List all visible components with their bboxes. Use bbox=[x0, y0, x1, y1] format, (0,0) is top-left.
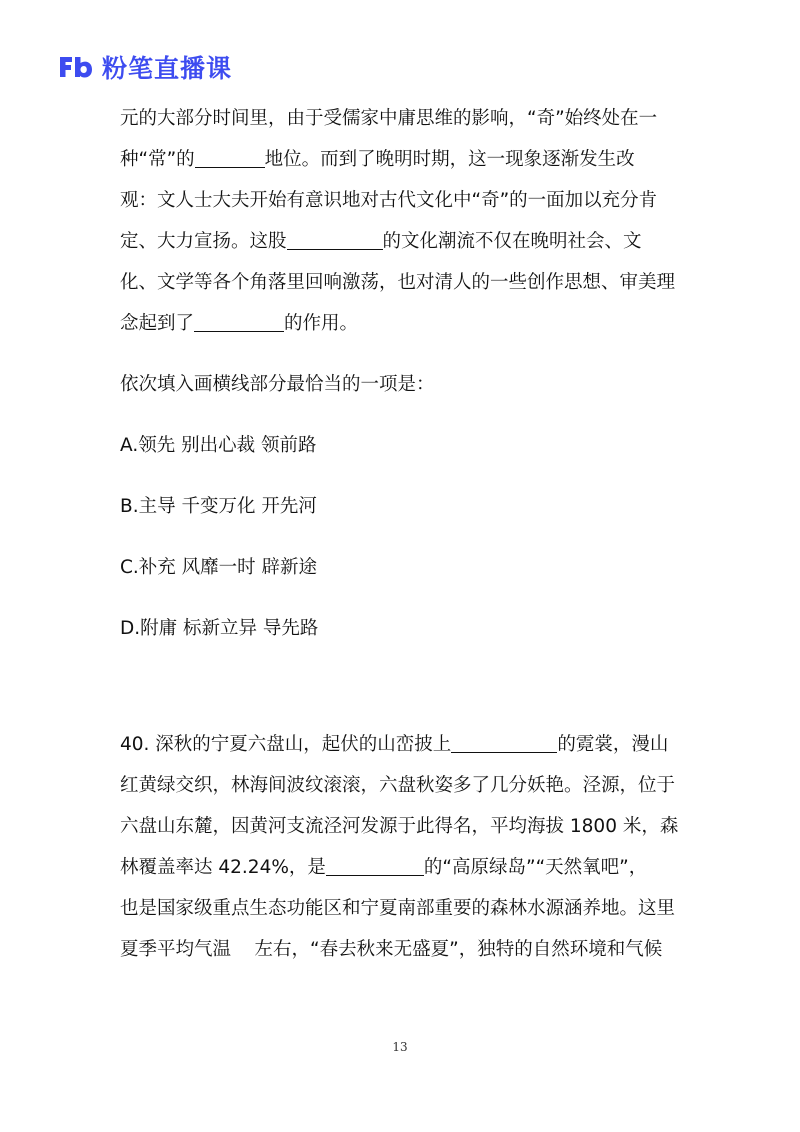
option-d: D.附庸 标新立异 导先路 bbox=[120, 618, 319, 639]
question-40-line: 林覆盖率达 42.24%，是 的“高原绿岛”“天然氧吧”， bbox=[120, 857, 648, 878]
passage-line: 种“常”的 地位。而到了晚明时期，这一现象逐渐发生改 bbox=[120, 149, 635, 170]
answer-blank bbox=[195, 147, 265, 168]
fb-logo-icon bbox=[58, 55, 94, 79]
passage-line: 定、大力宣扬。这股 的文化潮流不仅在晚明社会、文 bbox=[120, 231, 642, 252]
question-prompt: 依次填入画横线部分最恰当的一项是： bbox=[120, 374, 435, 395]
brand-title: 粉笔直播课 bbox=[102, 54, 233, 83]
option-b: B.主导 千变万化 开先河 bbox=[120, 496, 317, 517]
page-number: 13 bbox=[392, 1040, 408, 1054]
question-40-line: 也是国家级重点生态功能区和宁夏南部重要的森林水源涵养地。这里 bbox=[120, 898, 676, 919]
header bbox=[58, 50, 232, 84]
answer-blank bbox=[287, 229, 383, 250]
question-40-line: 红黄绿交织，林海间波纹滚滚，六盘秋姿多了几分妖艳。泾源，位于 bbox=[120, 775, 676, 796]
passage-line: 化、文学等各个角落里回响激荡，也对清人的一些创作思想、审美理 bbox=[120, 272, 676, 293]
answer-blank bbox=[451, 732, 557, 753]
question-40-line: 40. 深秋的宁夏六盘山，起伏的山峦披上 的霓裳，漫山 bbox=[120, 734, 669, 755]
passage-line: 念起到了 的作用。 bbox=[120, 313, 359, 334]
question-40-line: 夏季平均气温 左右，“春去秋来无盛夏”，独特的自然环境和气候 bbox=[120, 939, 663, 960]
answer-blank bbox=[194, 311, 284, 332]
option-a: A.领先 别出心裁 领前路 bbox=[120, 435, 317, 456]
passage-line: 观：文人士大夫开始有意识地对古代文化中“奇”的一面加以充分肯 bbox=[120, 190, 658, 211]
document-body bbox=[120, 98, 680, 970]
passage-line: 元的大部分时间里，由于受儒家中庸思维的影响，“奇”始终处在一 bbox=[120, 108, 658, 129]
option-c: C.补充 风靡一时 辟新途 bbox=[120, 557, 318, 578]
question-40-line: 六盘山东麓，因黄河支流泾河发源于此得名，平均海拔 1800 米，森 bbox=[120, 816, 679, 837]
answer-blank bbox=[326, 855, 424, 876]
